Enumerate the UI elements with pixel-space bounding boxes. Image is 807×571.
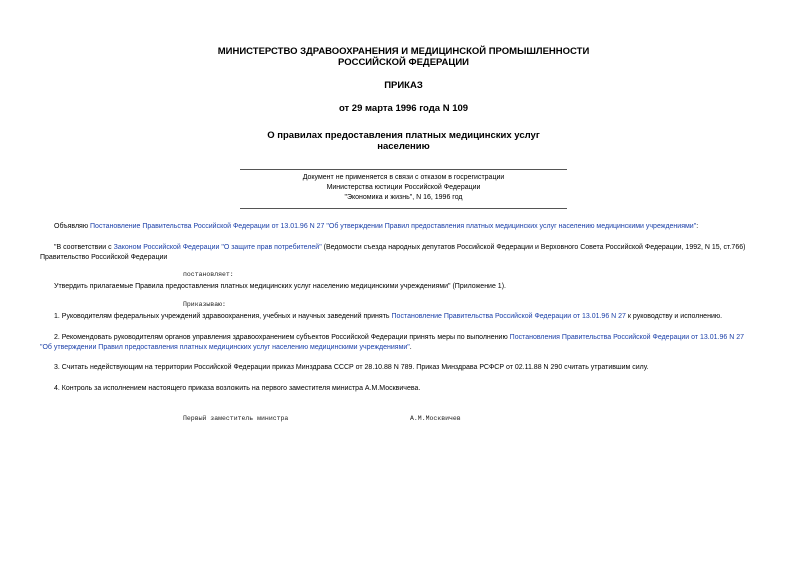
- paragraph-law-suffix: (Ведомости съезда народных депутатов Российской Федерации и Верховного Совета Российской Федерации, 1992, N 15, ст.766): [321, 244, 746, 251]
- order-item-2-line2: [40, 343, 780, 353]
- order-item-3: 3. Считать недействующим на территории Российской Федерации приказ Минздрава СССР от 28.10.88 N 789. Приказ Минздрава РСФСР от 02.11.88 N 290 считать утратившим силу.: [54, 364, 649, 371]
- document-title-line1: О правилах предоставления платных медицинских услуг: [267, 130, 540, 141]
- paragraph-law-reference: [40, 243, 794, 253]
- paragraph-law-line2: Правительство Российской Федерации: [40, 254, 168, 261]
- link-resolution-27-item2[interactable]: Постановления Правительства Российской Федерации от 13.01.96 N 27: [509, 334, 745, 341]
- document-type: ПРИКАЗ: [384, 80, 423, 91]
- order-item-2-prefix: 2. Рекомендовать руководителям органов управления здравоохранением субъектов Российской Федерации принять меры по выполнению: [54, 334, 510, 341]
- order-item-4: 4. Контроль за исполнением настоящего приказа возложить на первого заместителя министра А.М.Москвичева.: [54, 385, 421, 392]
- paragraph-announce-suffix: :: [696, 223, 699, 230]
- notice-top-rule: [240, 169, 567, 170]
- notice-line1: Документ не применяется в связи с отказом в госрегистрации: [302, 174, 505, 181]
- order-item-1-prefix: 1. Руководителям федеральных учреждений здравоохранения, учебных и научных заведений принять: [54, 313, 392, 320]
- order-item-2-suffix: .: [409, 344, 412, 351]
- signature-position: Первый заместитель министра: [183, 415, 289, 422]
- link-resolution-27-item1[interactable]: Постановление Правительства Российской Федерации от 13.01.96 N 27: [391, 313, 626, 320]
- order-item-1-suffix: к руководству и исполнению.: [625, 313, 723, 320]
- paragraph-law-prefix: "В соответствии с: [54, 244, 114, 251]
- paragraph-approve: Утвердить прилагаемые Правила предоставления платных медицинских услуг населению медицинскими учреждениями" (Приложение 1).: [54, 283, 506, 290]
- paragraph-announce: [40, 222, 794, 232]
- postanovlyaet-label: постановляет:: [183, 271, 234, 278]
- order-item-1: [40, 312, 794, 322]
- notice-line2: Министерства юстиции Российской Федерации: [326, 184, 481, 191]
- document-date-number: от 29 марта 1996 года N 109: [338, 103, 469, 114]
- ministry-name-line2: РОССИЙСКОЙ ФЕДЕРАЦИИ: [337, 57, 469, 68]
- document-title-line2: населению: [377, 141, 430, 152]
- prikazyvayu-label: Приказываю:: [183, 301, 226, 308]
- notice-bottom-rule: [240, 208, 567, 209]
- notice-line3: "Экономика и жизнь", N 16, 1996 год: [344, 194, 463, 201]
- link-resolution-27[interactable]: Постановление Правительства Российской Федерации от 13.01.96 N 27 "Об утверждении Правил предоставления платных медицинских услуг населению медицинскими учреждениями": [90, 223, 697, 230]
- signature-name: А.М.Москвичев: [410, 415, 461, 422]
- link-consumer-protection-law[interactable]: Законом Российской Федерации "О защите прав потребителей": [113, 244, 322, 251]
- paragraph-announce-prefix: Объявляю: [54, 223, 91, 230]
- link-resolution-27-title[interactable]: "Об утверждении Правил предоставления платных медицинских услуг населению медицинскими учреждениями": [40, 344, 410, 351]
- ministry-name-line1: МИНИСТЕРСТВО ЗДРАВООХРАНЕНИЯ И МЕДИЦИНСКОЙ ПРОМЫШЛЕННОСТИ: [217, 46, 590, 57]
- order-item-2: [40, 333, 794, 343]
